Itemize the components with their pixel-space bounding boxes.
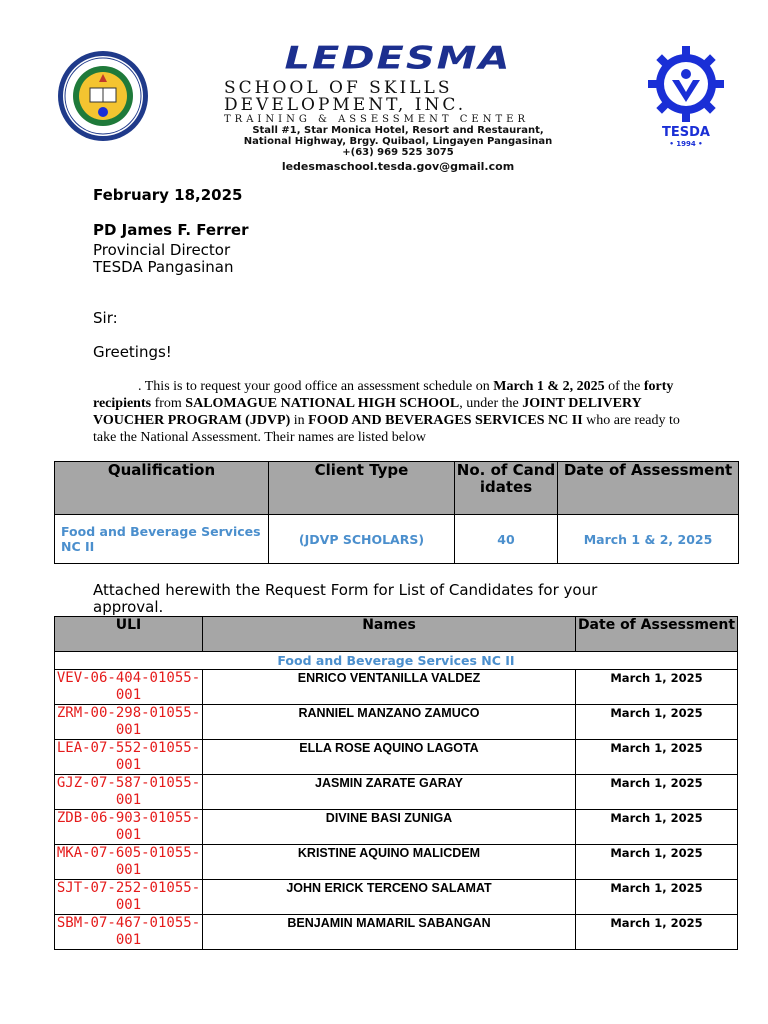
name-cell: JASMIN ZARATE GARAY [203, 775, 576, 810]
qualification-cell: Food and Beverage Services NC II [55, 515, 269, 564]
table-row [55, 810, 738, 845]
date-cell: March 1, 2025 [576, 845, 738, 880]
no-of-candidates-cell: 40 [455, 515, 558, 564]
phone-number: +(63) 969 525 3075 [342, 147, 454, 158]
table-row [55, 880, 738, 915]
name-cell: JOHN ERICK TERCENO SALAMAT [203, 880, 576, 915]
date-cell: March 1, 2025 [576, 740, 738, 775]
uli-cell: SJT-07-252-01055-001 [55, 880, 203, 915]
brand-name: LEDESMA [284, 40, 512, 77]
request-paragraph: . This is to request your good office an assessment schedule on March 1 & 2, 2025 of the forty recipients from SALOMAGUE NATIONAL HIGH SCHOOL, under the JOINT DELIVERY VOUCHER PROGRAM (JDVP) in FOOD AND BEVERAGES SERVICES NC II who are ready to take the National Assessment. Their names are listed below [93, 379, 680, 445]
date-cell: March 1, 2025 [576, 705, 738, 740]
date-cell: March 1, 2025 [576, 810, 738, 845]
letter-date: February 18,2025 [93, 186, 243, 204]
date-cell: March 1, 2025 [576, 775, 738, 810]
name-cell: ENRICO VENTANILLA VALDEZ [203, 670, 576, 705]
greeting: Greetings! [93, 343, 172, 361]
name-cell: KRISTINE AQUINO MALICDEM [203, 845, 576, 880]
client-type-cell: (JDVP SCHOLARS) [269, 515, 455, 564]
qualification-table [54, 461, 739, 564]
table-row [55, 740, 738, 775]
name-cell: ELLA ROSE AQUINO LAGOTA [203, 740, 576, 775]
recipient-name: PD James F. Ferrer [93, 221, 249, 239]
address-line-2: National Highway, Brgy. Quibaol, Lingayen Pangasinan [243, 136, 553, 147]
name-cell: DIVINE BASI ZUNIGA [203, 810, 576, 845]
recipient-office: TESDA Pangasinan [93, 258, 234, 276]
date-cell: March 1, 2025 [576, 670, 738, 705]
salutation: Sir: [93, 309, 118, 327]
address-line-1: Stall #1, Star Monica Hotel, Resort and Restaurant, [252, 125, 544, 136]
table-row [55, 915, 738, 950]
center-name-line: TRAINING & ASSESSMENT CENTER [224, 114, 529, 125]
school-seal-logo [57, 50, 149, 142]
uli-cell: ZRM-00-298-01055-001 [55, 705, 203, 740]
date-header: Date of Assessment [576, 617, 738, 652]
uli-cell: GJZ-07-587-01055-001 [55, 775, 203, 810]
school-name-line: SCHOOL OF SKILLS DEVELOPMENT, INC. [224, 78, 467, 115]
date-cell: March 1, 2025 [576, 880, 738, 915]
school-letterhead [218, 40, 578, 173]
email-address: ledesmaschool.tesda.gov@gmail.com [281, 160, 515, 173]
section-row [55, 652, 738, 670]
candidates-header-row [55, 617, 738, 652]
date-of-assessment-cell: March 1 & 2, 2025 [558, 515, 739, 564]
table-row [55, 670, 738, 705]
uli-cell: VEV-06-404-01055-001 [55, 670, 203, 705]
tesda-logo [646, 44, 726, 148]
name-cell: RANNIEL MANZANO ZAMUCO [203, 705, 576, 740]
tesda-year: • 1994 • [669, 140, 703, 148]
section-label: Food and Beverage Services NC II [55, 652, 738, 670]
candidates-table [54, 616, 738, 950]
attached-note: Attached herewith the Request Form for List of Candidates for your approval. [93, 581, 598, 616]
no-of-candidates-header: No. of Candidates [455, 462, 558, 515]
table-row [55, 705, 738, 740]
client-type-header: Client Type [269, 462, 455, 515]
qualification-header: Qualification [55, 462, 269, 515]
uli-cell: LEA-07-552-01055-001 [55, 740, 203, 775]
name-cell: BENJAMIN MAMARIL SABANGAN [203, 915, 576, 950]
qualification-header-row [55, 462, 739, 515]
table-row [55, 775, 738, 810]
uli-cell: ZDB-06-903-01055-001 [55, 810, 203, 845]
recipient-title: Provincial Director [93, 241, 231, 259]
tesda-label: TESDA [662, 125, 710, 140]
table-row [55, 515, 739, 564]
uli-cell: MKA-07-605-01055-001 [55, 845, 203, 880]
names-header: Names [203, 617, 576, 652]
uli-header: ULI [55, 617, 203, 652]
uli-cell: SBM-07-467-01055-001 [55, 915, 203, 950]
date-cell: March 1, 2025 [576, 915, 738, 950]
table-row [55, 845, 738, 880]
date-of-assessment-header: Date of Assessment [558, 462, 739, 515]
